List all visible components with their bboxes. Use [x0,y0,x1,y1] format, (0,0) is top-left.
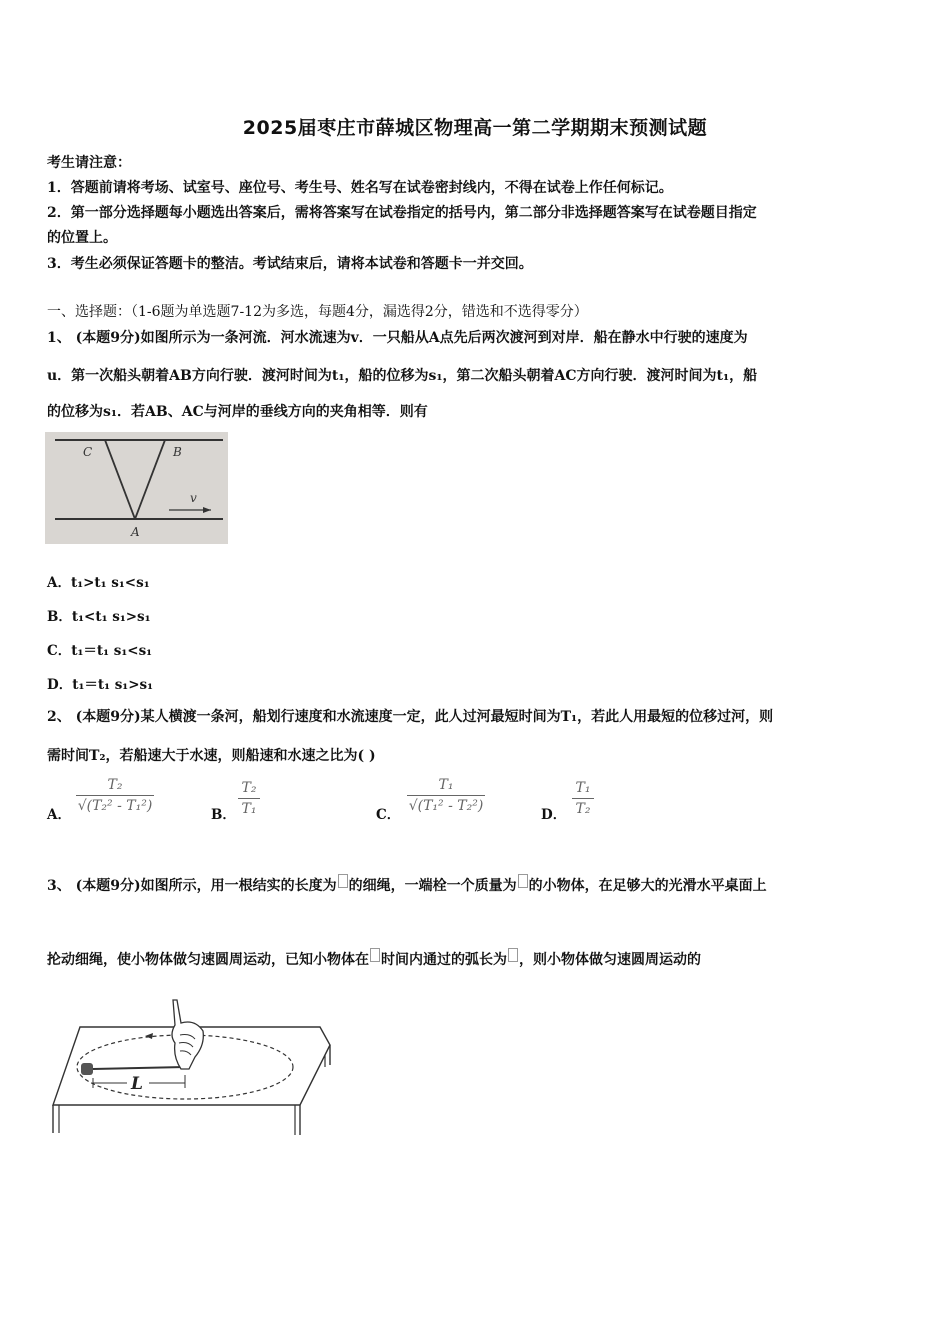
q1-line-3: 的位移为s₁．若AB、AC与河岸的垂线方向的夹角相等．则有 [47,404,428,420]
label-b: B [173,445,182,459]
q3-line-1-part-b: 的细绳，一端栓一个质量为 [348,878,517,894]
q2-option-c-fraction [407,777,485,814]
notice-item-1: 1．答题前请将考场、试室号、座位号、考生号、姓名写在试卷密封线内，不得在试卷上作任何标记。 [47,180,673,196]
q2-a-denominator: √(T₂² - T₁²) [77,798,153,814]
q2-option-c-label[interactable]: C． [376,807,401,823]
q3-line-1-part-a: 3、 (本题9分)如图所示，用一根结实的长度为 [47,878,337,894]
q3-line-2-part-c: ，则小物体做匀速圆周运动的 [519,952,701,968]
notice-heading: 考生请注意： [47,155,131,171]
q1-line-2: u．第一次船头朝着AB方向行驶．渡河时间为t₁，船的位移为s₁，第二次船头朝着AC方向行驶．渡河时间为t₁，船 [47,368,758,384]
missing-symbol-l [338,874,348,888]
missing-symbol-s [508,948,518,962]
q2-a-numerator: T₂ [107,777,123,793]
q2-option-a-fraction [76,777,154,814]
q3-line-1-part-c: 的小物体，在足够大的光滑水平桌面上 [528,878,767,894]
section-heading: 一、选择题：（1-6题为单选题7-12为多选，每题4分，漏选得2分，错选和不选得零分） [47,304,588,320]
label-v: v [190,491,197,505]
q2-b-denominator: T₁ [241,801,257,817]
circular-motion-figure [45,995,335,1140]
q2-d-numerator: T₁ [575,780,591,796]
table-diagram [45,995,335,1140]
label-a: A [131,525,140,539]
label-c: C [83,445,93,459]
q2-c-denominator: √(T₁² - T₂²) [408,798,484,814]
notice-item-2-cont: 的位置上。 [47,230,117,246]
q3-line-2-part-a: 抡动细绳，使小物体做匀速圆周运动，已知小物体在 [47,952,369,968]
q2-d-denominator: T₂ [575,801,591,817]
q2-option-d-fraction [572,780,594,817]
q1-option-d[interactable]: D．t₁＝t₁ s₁>s₁ [47,677,154,693]
notice-item-2: 2．第一部分选择题每小题选出答案后，需将答案写在试卷指定的括号内，第二部分非选择题答案写在试卷题目指定 [47,205,757,221]
q2-option-b-fraction [238,780,260,817]
missing-symbol-m [518,874,528,888]
q2-line-1: 2、 (本题9分)某人横渡一条河，船划行速度和水流速度一定，此人过河最短时间为T₁，若此人用最短的位移过河，则 [47,709,774,725]
label-l: L [131,1074,143,1094]
q1-option-a[interactable]: A．t₁>t₁ s₁<s₁ [47,575,150,591]
q3-line-2 [47,948,701,969]
q1-option-c[interactable]: C．t₁＝t₁ s₁<s₁ [47,643,153,659]
page-title: 2025届枣庄市薛城区物理高一第二学期期末预测试题 [242,117,708,139]
q2-option-b-label[interactable]: B． [211,807,236,823]
q2-option-a-label[interactable]: A． [47,807,71,823]
river-figure [45,432,228,544]
missing-symbol-t [370,948,380,962]
q2-option-d-label[interactable]: D． [541,807,567,823]
q2-b-numerator: T₂ [241,780,257,796]
q3-line-1 [47,874,767,895]
q1-option-b[interactable]: B．t₁<t₁ s₁>s₁ [47,609,151,625]
river-diagram [45,432,228,544]
q1-line-1: 1、 (本题9分)如图所示为一条河流．河水流速为v．一只船从A点先后两次渡河到对岸．船在静水中行驶的速度为 [47,330,748,346]
q2-line-2: 需时间T₂，若船速大于水速，则船速和水速之比为( ) [47,748,376,764]
q3-line-2-part-b: 时间内通过的弧长为 [381,952,507,968]
q2-c-numerator: T₁ [438,777,454,793]
notice-item-3: 3．考生必须保证答题卡的整洁。考试结束后，请将本试卷和答题卡一并交回。 [47,256,533,272]
